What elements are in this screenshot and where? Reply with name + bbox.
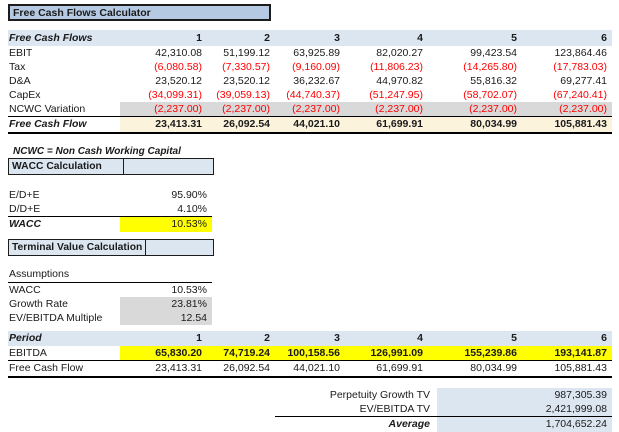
table-row-ede (8, 188, 212, 202)
ebitda-cell-3[interactable]: 100,158.56 (275, 346, 345, 360)
fcf-header-row (8, 30, 612, 46)
row-label: EV/EBITDA TV (359, 403, 430, 415)
tax-cell-4[interactable]: (11,806.23) (370, 61, 423, 73)
average-tv-value[interactable]: 1,704,652.24 (437, 417, 612, 432)
tax-cell-5[interactable]: (14,265.80) (463, 61, 517, 73)
fcf2-cell-2[interactable]: 26,092.54 (223, 362, 270, 374)
period-col-4: 4 (417, 332, 423, 344)
ebitda-cell-4[interactable]: 126,991.09 (345, 346, 428, 360)
table-row-tax (8, 60, 612, 74)
tax-cell-3[interactable]: (9,160.09) (292, 61, 340, 73)
da-cell-1[interactable]: 23,520.12 (155, 75, 202, 87)
sheet-title: Free Cash Flows Calculator (13, 6, 151, 19)
table-row-da (8, 74, 612, 88)
capex-cell-5[interactable]: (58,702.07) (463, 89, 517, 101)
period-col-2: 2 (264, 332, 270, 344)
ncwc-cell-4[interactable]: (2,237.00) (345, 102, 428, 116)
tax-cell-1[interactable]: (6,080.58) (154, 61, 202, 73)
fcf2-cell-3[interactable]: 44,021.10 (293, 362, 340, 374)
table-row-wacc (8, 217, 212, 232)
fcf-cell-4[interactable]: 61,699.91 (345, 117, 428, 132)
assumptions-label: Assumptions (9, 268, 70, 280)
table-row-ncwc (8, 102, 612, 116)
ebit-cell-2[interactable]: 51,199.12 (223, 47, 270, 59)
table-row-free-cash-flow (8, 361, 612, 378)
period-col-1: 1 (196, 332, 202, 344)
ev-ebitda-tv-value[interactable]: 2,421,999.08 (437, 402, 612, 416)
ebit-cell-5[interactable]: 99,423.54 (470, 47, 517, 59)
capex-cell-4[interactable]: (51,247.95) (369, 89, 423, 101)
table-row-ebitda (8, 346, 612, 361)
row-label: Perpetuity Growth TV (329, 389, 430, 401)
row-label: NCWC Variation (9, 103, 86, 115)
fcf2-cell-1[interactable]: 23,413.31 (155, 362, 202, 374)
ebitda-cell-1[interactable]: 65,830.20 (120, 346, 207, 360)
row-label: EV/EBITDA Multiple (9, 312, 103, 324)
wacc-header-empty-cell[interactable] (123, 158, 214, 175)
ebit-cell-1[interactable]: 42,310.08 (155, 47, 202, 59)
fcf2-cell-4[interactable]: 61,699.91 (376, 362, 423, 374)
terminal-value-summary (275, 388, 612, 432)
row-label: D&A (9, 75, 31, 87)
table-row-assumption-wacc (8, 283, 212, 297)
ebitda-cell-6[interactable]: 193,141.87 (522, 346, 612, 360)
row-label: Free Cash Flow (9, 362, 84, 374)
fcf-header-label: Free Cash Flows (9, 32, 93, 44)
growth-rate-value[interactable]: 23.81% (120, 297, 212, 311)
wacc-value[interactable]: 10.53% (120, 217, 212, 232)
free-cash-flows-table (8, 30, 612, 134)
period-header-1: 1 (196, 32, 202, 44)
ncwc-cell-6[interactable]: (2,237.00) (522, 102, 612, 116)
row-label: CapEx (9, 89, 41, 101)
ncwc-cell-5[interactable]: (2,237.00) (428, 102, 522, 116)
fcf-cell-3[interactable]: 44,021.10 (275, 117, 345, 132)
da-cell-3[interactable]: 36,232.67 (293, 75, 340, 87)
ncwc-cell-3[interactable]: (2,237.00) (275, 102, 345, 116)
da-cell-6[interactable]: 69,277.41 (560, 75, 607, 87)
da-cell-5[interactable]: 55,816.32 (470, 75, 517, 87)
assumptions-header-row (8, 267, 212, 283)
period-header-6: 6 (601, 32, 607, 44)
row-label: Growth Rate (9, 298, 68, 310)
tax-cell-6[interactable]: (17,783.03) (553, 61, 607, 73)
assumptions-table (8, 267, 212, 325)
ebitda-cell-5[interactable]: 155,239.86 (428, 346, 522, 360)
table-row-average-tv (275, 417, 612, 432)
row-label: EBIT (9, 47, 33, 59)
da-cell-2[interactable]: 23,520.12 (223, 75, 270, 87)
capex-cell-2[interactable]: (39,059.13) (216, 89, 270, 101)
ede-value[interactable]: 95.90% (171, 189, 207, 201)
ncwc-cell-2[interactable]: (2,237.00) (207, 102, 275, 116)
table-row-capex (8, 88, 612, 102)
table-row-ev-ebitda-multiple (8, 311, 212, 325)
table-row-free-cash-flow-total (8, 116, 612, 134)
period-table (8, 331, 612, 378)
table-row-dde (8, 202, 212, 217)
capex-cell-6[interactable]: (67,240.41) (553, 89, 607, 101)
fcf-cell-1[interactable]: 23,413.31 (120, 117, 207, 132)
row-label: D/D+E (9, 203, 41, 215)
period-header-label: Period (9, 332, 42, 344)
fcf2-cell-6[interactable]: 105,881.43 (554, 362, 607, 374)
row-label: EBITDA (9, 347, 47, 359)
table-row-growth-rate (8, 297, 212, 311)
row-label: WACC (9, 284, 41, 296)
da-cell-4[interactable]: 44,970.82 (376, 75, 423, 87)
tv-header-empty-cell[interactable] (145, 239, 214, 256)
fcf-cell-6[interactable]: 105,881.43 (522, 117, 612, 132)
row-label: E/D+E (9, 189, 40, 201)
ncwc-footnote: NCWC = Non Cash Working Capital (13, 146, 181, 157)
period-col-6: 6 (601, 332, 607, 344)
ev-ebitda-multiple-value[interactable]: 12.54 (120, 311, 212, 325)
tv-header-label-cell: Terminal Value Calculation (8, 239, 146, 256)
wacc-calculation-table (8, 188, 212, 232)
period-col-5: 5 (511, 332, 517, 344)
period-header-3: 3 (334, 32, 340, 44)
table-row-ev-ebitda-tv (275, 402, 612, 417)
perpetuity-tv-value[interactable]: 987,305.39 (437, 388, 612, 402)
assumption-wacc-value[interactable]: 10.53% (171, 284, 207, 296)
sheet-title-box (8, 4, 271, 21)
table-row-perpetuity-tv (275, 388, 612, 402)
table-row-ebit (8, 46, 612, 60)
capex-cell-3[interactable]: (44,740.37) (286, 89, 340, 101)
ebit-cell-4[interactable]: 82,020.27 (376, 47, 423, 59)
period-header-2: 2 (264, 32, 270, 44)
row-label: WACC (9, 218, 42, 230)
fcf-cell-5[interactable]: 80,034.99 (428, 117, 522, 132)
dde-value[interactable]: 4.10% (177, 203, 207, 215)
fcf-cell-2[interactable]: 26,092.54 (207, 117, 275, 132)
period-header-4: 4 (417, 32, 423, 44)
period-header-5: 5 (511, 32, 517, 44)
row-label: Free Cash Flow (9, 118, 87, 130)
ebitda-cell-2[interactable]: 74,719.24 (207, 346, 275, 360)
period-col-3: 3 (334, 332, 340, 344)
row-label: Tax (9, 61, 26, 73)
wacc-header-label-cell: WACC Calculation (8, 158, 124, 175)
terminal-value-header (8, 239, 214, 256)
ebit-cell-3[interactable]: 63,925.89 (293, 47, 340, 59)
ncwc-cell-1[interactable]: (2,237.00) (120, 102, 207, 116)
period-header-row (8, 331, 612, 346)
fcf2-cell-5[interactable]: 80,034.99 (470, 362, 517, 374)
wacc-calculation-header (8, 158, 214, 175)
row-label: Average (388, 418, 430, 430)
capex-cell-1[interactable]: (34,099.31) (148, 89, 202, 101)
ebit-cell-6[interactable]: 123,864.46 (554, 47, 607, 59)
tax-cell-2[interactable]: (7,330.57) (222, 61, 270, 73)
